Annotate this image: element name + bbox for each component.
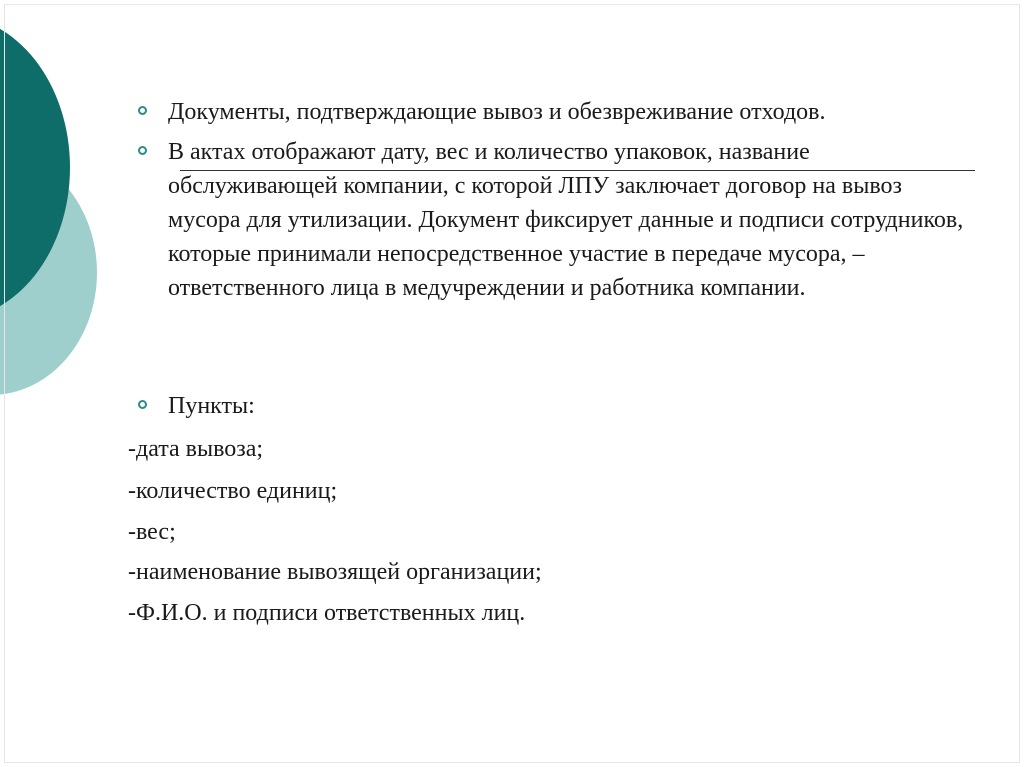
bullet-text: Документы, подтверждающие вывоз и обезвреживание отходов. xyxy=(168,99,826,125)
circle-bullet-icon xyxy=(138,106,147,115)
list-item: -вес; xyxy=(128,519,176,545)
list-item: -количество единиц; xyxy=(128,478,338,504)
list-item: -дата вывоза; xyxy=(128,436,264,462)
bullet-item xyxy=(140,389,970,423)
list-item: -Ф.И.О. и подписи ответственных лиц. xyxy=(128,600,526,626)
bullet-text: В актах отображают дату, вес и количество упаковок, название обслуживающей компании, с которой ЛПУ заключает договор на вывоз мусора для утилизации. Документ фиксирует данные и подписи сотрудников, которые принимали непосредственное участие в передаче мусора, – ответственного лица в медучреждении и работника компании. xyxy=(168,139,964,301)
bullet-text: Пункты: xyxy=(168,393,255,419)
bullet-item xyxy=(140,135,970,305)
circle-bullet-icon xyxy=(138,400,147,409)
circle-bullet-icon xyxy=(138,146,147,155)
bullet-item xyxy=(140,95,970,129)
list-item: -наименование вывозящей организации; xyxy=(128,559,542,585)
